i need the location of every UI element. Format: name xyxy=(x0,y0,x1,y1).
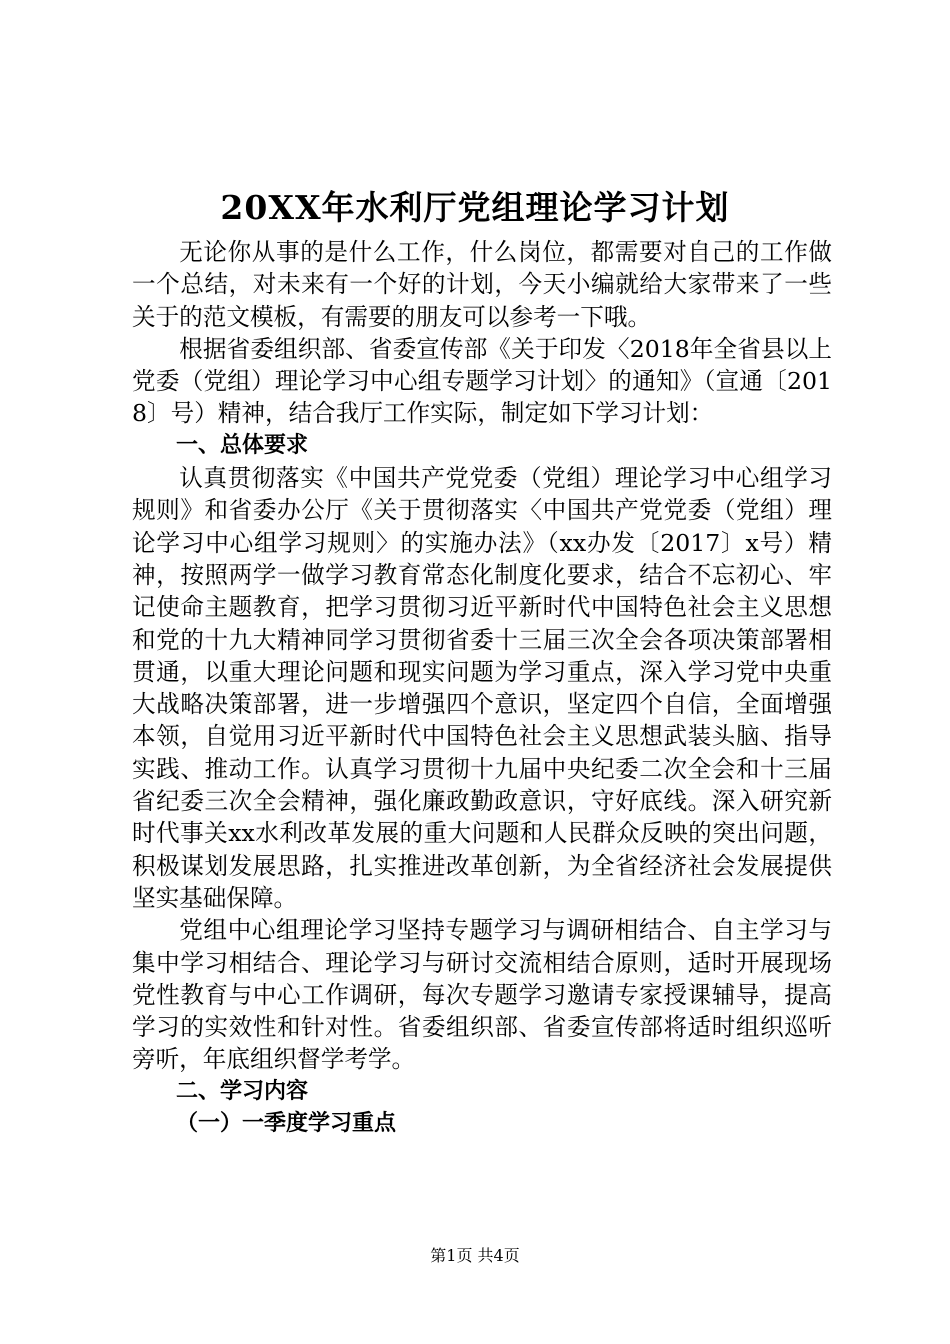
section-heading-general-requirements: 一、总体要求 xyxy=(176,432,309,458)
requirements-paragraph: 认真贯彻落实《中国共产党党委（党组）理论学习中心组学习规则》和省委办公厅《关于贯彻落实〈中国共产党党委（党组）理论学习中心组学习规则〉的实施办法》（xx办发〔2017〕x号）精神，按照两学一做学习教育常态化制度化要求，结合不忘初心、牢记使命主题教育，把学习贯彻习近平新时代中国特色社会主义思想和党的十九大精神同学习贯彻省委十三届三次全会各项决策部署相贯通，以重大理论问题和现实问题为学习重点，深入学习党中央重大战略决策部署，进一步增强四个意识，坚定四个自信，全面增强本领，自觉用习近平新时代中国特色社会主义思想武装头脑、指导实践、推动工作。认真学习贯彻十九届中央纪委二次全会和十三届省纪委三次全会精神，强化廉政勤政意识，守好底线。深入研究新时代事关xx水利改革发展的重大问题和人民群众反映的突出问题，积极谋划发展思路，扎实推进改革创新，为全省经济社会发展提供坚实基础保障。 xyxy=(132,464,832,912)
section-heading-study-content: 二、学习内容 xyxy=(176,1078,309,1104)
principles-paragraph: 党组中心组理论学习坚持专题学习与调研相结合、自主学习与集中学习相结合、理论学习与研讨交流相结合原则，适时开展现场党性教育与中心工作调研，每次专题学习邀请专家授课辅导，提高学习的实效性和针对性。省委组织部、省委宣传部将适时组织巡听旁听，年底组织督学考学。 xyxy=(132,916,832,1074)
document-title: 20XX年水利厅党组理论学习计划 xyxy=(220,188,730,227)
basis-paragraph: 根据省委组织部、省委宣传部《关于印发〈2018年全省县以上党委（党组）理论学习中心组专题学习计划〉的通知》（宣通〔2018〕号）精神，结合我厅工作实际，制定如下学习计划： xyxy=(132,334,832,428)
document-body xyxy=(132,236,832,1140)
subsection-heading-q1-focus: （一）一季度学习重点 xyxy=(176,1111,397,1137)
intro-paragraph: 无论你从事的是什么工作，什么岗位，都需要对自己的工作做一个总结，对未来有一个好的计划，今天小编就给大家带来了一些关于的范文模板，有需要的朋友可以参考一下哦。 xyxy=(132,238,832,331)
page-number: 第1页 共4页 xyxy=(430,1246,520,1265)
